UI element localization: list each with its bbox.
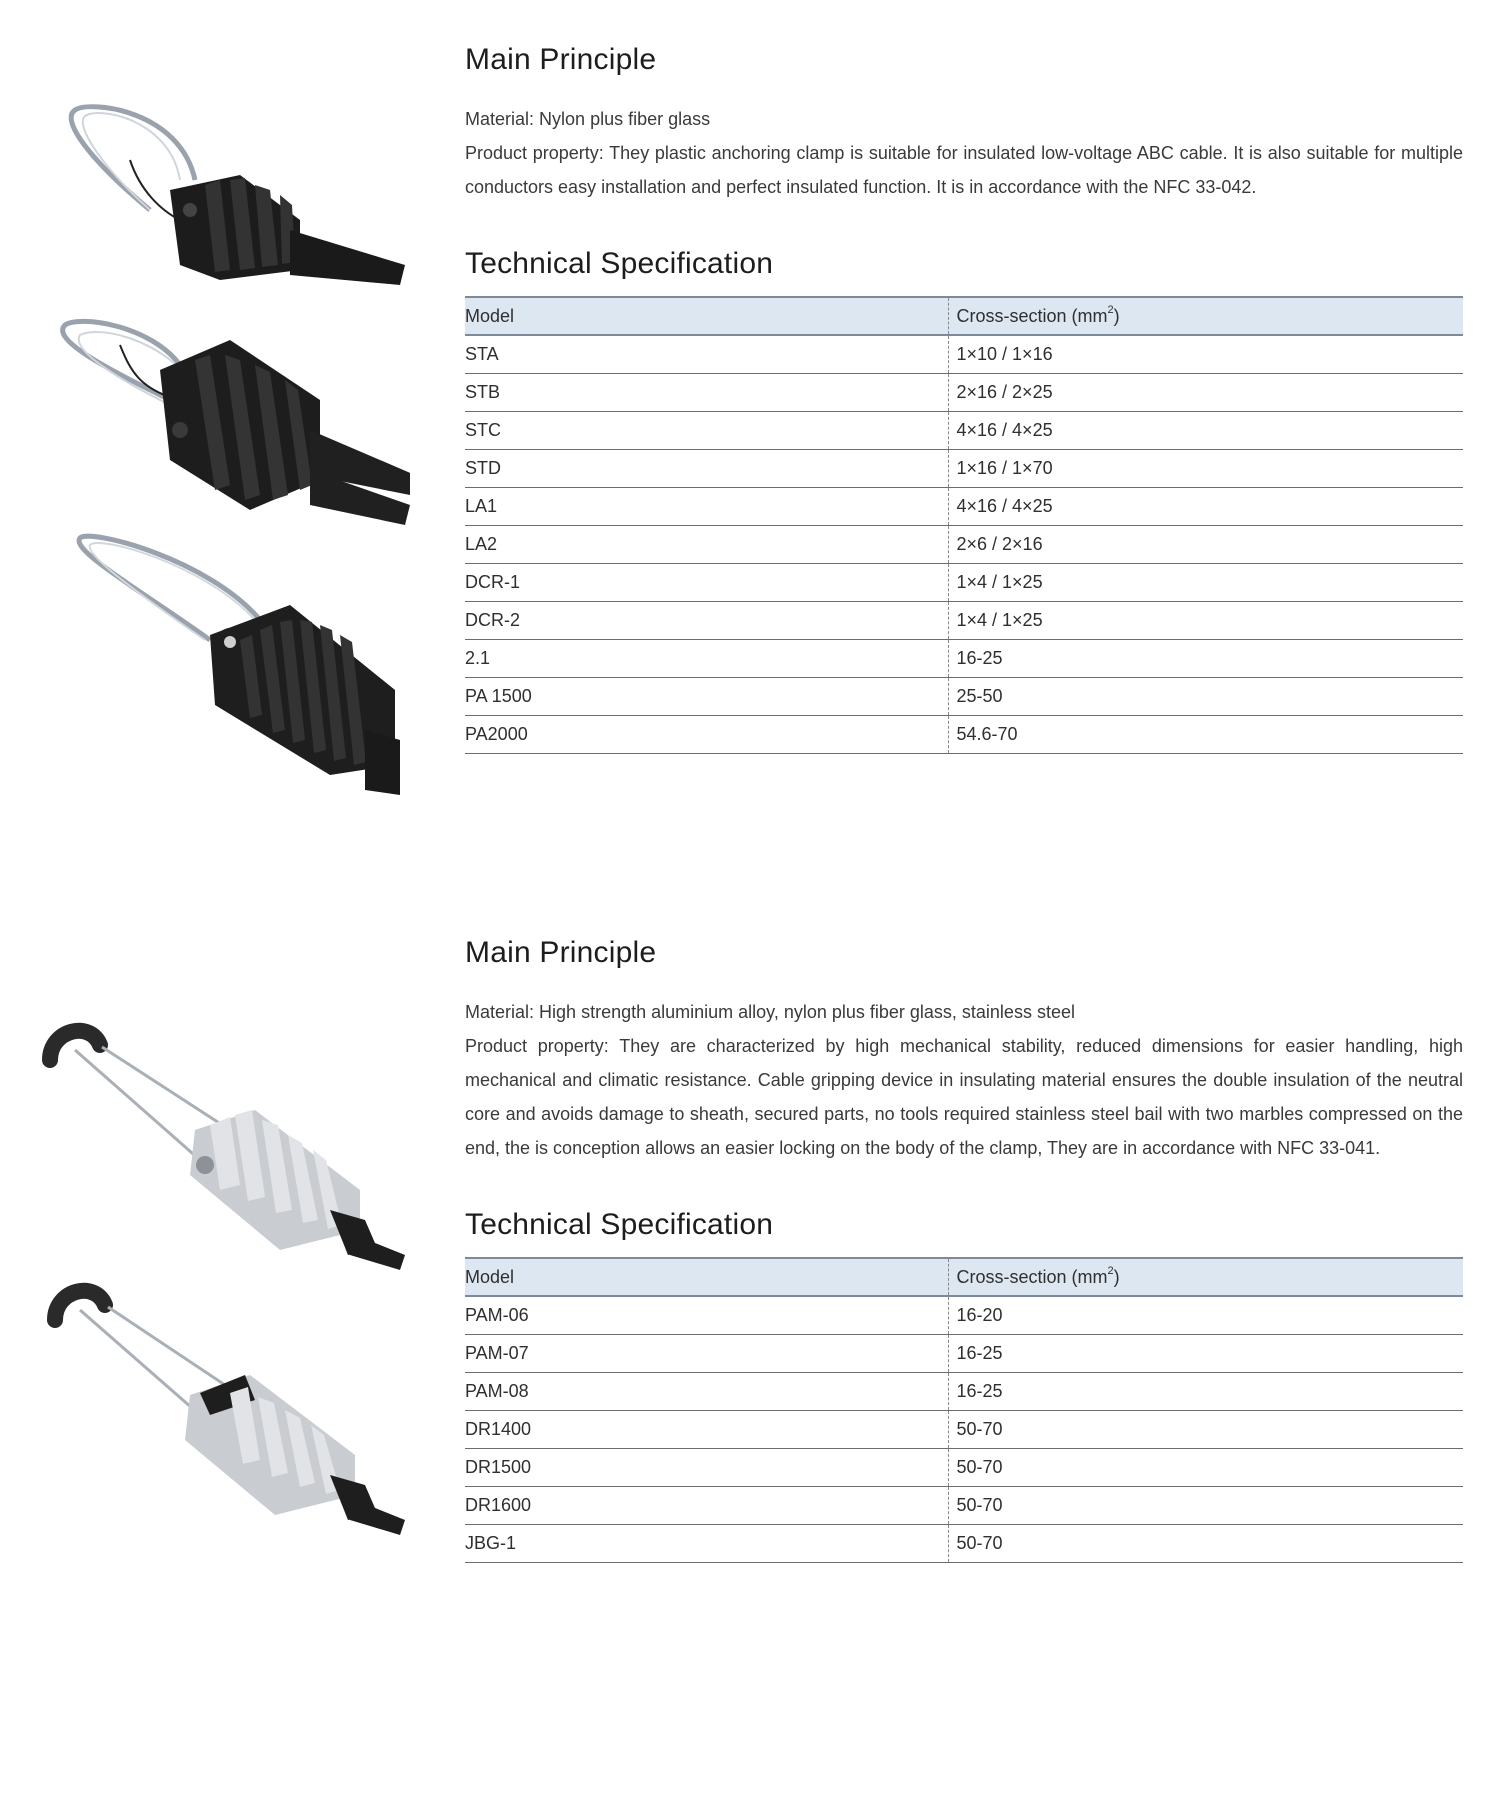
table-row <box>465 563 1463 601</box>
product-property-label: Product property: <box>465 143 604 163</box>
table-row <box>465 639 1463 677</box>
table-row <box>465 1372 1463 1410</box>
cell-model: DR1400 <box>465 1410 948 1448</box>
cell-model: STA <box>465 335 948 373</box>
table-row <box>465 677 1463 715</box>
spec-table-2-body <box>465 1296 1463 1562</box>
material-label: Material: <box>465 1002 535 1022</box>
aluminium-anchoring-clamp-image-1 <box>30 1015 410 1285</box>
cell-model: 2.1 <box>465 639 948 677</box>
cell-cross-section: 16-20 <box>956 1304 1003 1325</box>
table-row <box>465 1486 1463 1524</box>
technical-specification-heading: Technical Specification <box>465 247 774 280</box>
table-row <box>465 1334 1463 1372</box>
cell-cross-section: 16-25 <box>956 1342 1003 1363</box>
main-principle-heading: Main Principle <box>465 43 657 76</box>
table-header-row <box>465 297 1463 335</box>
table-row <box>465 525 1463 563</box>
cell-cross-section: 50-70 <box>956 1418 1003 1439</box>
cell-cross-section: 4×16 / 4×25 <box>956 419 1053 440</box>
table-row <box>465 411 1463 449</box>
cell-cross-section: 1×16 / 1×70 <box>956 457 1053 478</box>
spec-table-2 <box>465 1257 1463 1563</box>
cell-cross-section: 25-50 <box>956 685 1003 706</box>
cell-cross-section: 16-25 <box>956 647 1003 668</box>
cell-cross-section: 2×16 / 2×25 <box>956 381 1053 402</box>
cell-model: STC <box>465 411 948 449</box>
cell-cross-section: 16-25 <box>956 1380 1003 1401</box>
table-row <box>465 715 1463 753</box>
table-row <box>465 335 1463 373</box>
cell-model: JBG-1 <box>465 1524 948 1562</box>
text-column-1 <box>465 42 1463 754</box>
table-row <box>465 1296 1463 1334</box>
cell-model: PA 1500 <box>465 677 948 715</box>
plastic-anchoring-clamp-image-3 <box>30 530 410 800</box>
table-row <box>465 1524 1463 1562</box>
cell-cross-section: 1×4 / 1×25 <box>956 571 1043 592</box>
cell-model: LA2 <box>465 525 948 563</box>
material-value: High strength aluminium alloy, nylon plus fiber glass, stainless steel <box>539 1002 1075 1022</box>
cell-cross-section: 50-70 <box>956 1456 1003 1477</box>
column-header-cross-section: Cross-section $(mm^2)$ <box>956 303 1120 326</box>
cell-model: DR1500 <box>465 1448 948 1486</box>
cell-cross-section: 2×6 / 2×16 <box>956 533 1043 554</box>
material-line <box>465 995 1463 1029</box>
cell-cross-section: 50-70 <box>956 1532 1003 1553</box>
cell-cross-section: 50-70 <box>956 1494 1003 1515</box>
product-section-aluminium-clamps <box>0 900 1500 1660</box>
material-value: Nylon plus fiber glass <box>539 109 711 129</box>
plastic-anchoring-clamp-image-2 <box>30 310 410 550</box>
aluminium-anchoring-clamp-image-2 <box>30 1275 410 1545</box>
cell-model: STD <box>465 449 948 487</box>
material-line <box>465 102 1463 136</box>
product-section-plastic-clamps <box>0 0 1500 900</box>
product-property-value: They are characterized by high mechanical stability, reduced dimensions for easier handling, high mechanical and climatic resistance. Cable gripping device in insulating material ensures the double insulation of the neutral core and avoids damage to sheath, secured parts, no tools required stainless steel bail with two marbles compressed on the end, the is conception allows an easier locking on the body of the clamp, They are in accordance with NFC 33-041. <box>465 1036 1463 1158</box>
table-row <box>465 373 1463 411</box>
spec-table-1-body <box>465 335 1463 753</box>
cell-cross-section: 4×16 / 4×25 <box>956 495 1053 516</box>
column-header-model: Model <box>465 297 948 335</box>
product-property-value: They plastic anchoring clamp is suitable for insulated low-voltage ABC cable. It is also suitable for multiple conductors easy installation and perfect insulated function. It is in accordance with the NFC 33-042. <box>465 143 1463 197</box>
column-header-model: Model <box>465 1258 948 1296</box>
technical-specification-heading: Technical Specification <box>465 1208 774 1241</box>
cell-model: DR1600 <box>465 1486 948 1524</box>
plastic-anchoring-clamp-image-1 <box>30 100 410 340</box>
cell-model: PAM-06 <box>465 1296 948 1334</box>
cell-model: DCR-2 <box>465 601 948 639</box>
table-row <box>465 601 1463 639</box>
product-property-label: Product property: <box>465 1036 609 1056</box>
cell-cross-section: 1×10 / 1×16 <box>956 343 1053 364</box>
cell-cross-section: 1×4 / 1×25 <box>956 609 1043 630</box>
spec-table-1 <box>465 296 1463 754</box>
table-header-row <box>465 1258 1463 1296</box>
cell-model: PAM-07 <box>465 1334 948 1372</box>
product-images-plastic <box>30 100 430 800</box>
text-column-2 <box>465 935 1463 1563</box>
cell-model: STB <box>465 373 948 411</box>
table-row <box>465 449 1463 487</box>
column-header-cross-section: Cross-section $(mm^2)$ <box>956 1264 1120 1287</box>
product-property-paragraph <box>465 1029 1463 1165</box>
product-property-paragraph <box>465 136 1463 204</box>
cell-model: LA1 <box>465 487 948 525</box>
cell-model: DCR-1 <box>465 563 948 601</box>
cell-cross-section: 54.6-70 <box>956 723 1018 744</box>
cell-model: PAM-08 <box>465 1372 948 1410</box>
table-row <box>465 1410 1463 1448</box>
table-row <box>465 487 1463 525</box>
material-label: Material: <box>465 109 535 129</box>
table-row <box>465 1448 1463 1486</box>
main-principle-heading: Main Principle <box>465 936 657 969</box>
cell-model: PA2000 <box>465 715 948 753</box>
product-images-aluminium <box>30 1015 430 1545</box>
